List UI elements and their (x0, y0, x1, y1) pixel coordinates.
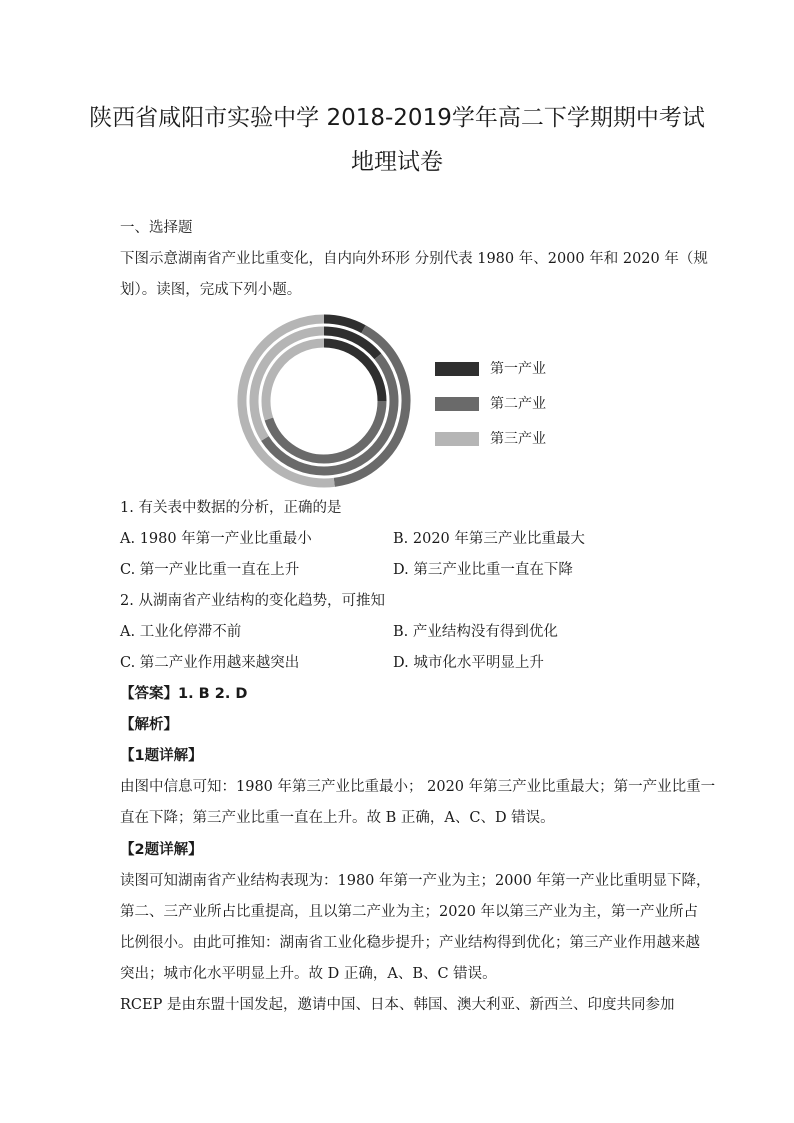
document-subtitle: 地理试卷 (351, 149, 443, 175)
detail-2-label: 【2题详解】 (120, 842, 203, 858)
next-paragraph-line-1: RCEP 是由东盟十国发起，邀请中国、日本、韩国、澳大利亚、新西兰、印度共同参加 (120, 997, 675, 1013)
detail-1-line-1: 由图中信息可知：1980 年第三产业比重最小； 2020 年第三产业比重最大；第一产业比重一 (120, 779, 716, 795)
question-2-option-a: A. 工业化停滞不前 (120, 624, 242, 640)
question-2-option-c: C. 第二产业作用越来越突出 (120, 655, 300, 671)
analysis-label: 【解析】 (120, 717, 178, 733)
detail-2-line-4: 突出；城市化水平明显上升。故 D 正确，A、B、C 错误。 (120, 966, 497, 982)
detail-2-line-3: 比例很小。由此可推知：湖南省工业化稳步提升；产业结构得到优化；第三产业作用越来越 (120, 935, 700, 951)
question-1-stem: 1. 有关表中数据的分析，正确的是 (120, 500, 342, 516)
question-1-option-c: C. 第一产业比重一直在上升 (120, 562, 300, 578)
legend-label-tertiary: 第三产业 (490, 431, 546, 447)
question-1-option-b: B. 2020 年第三产业比重最大 (393, 531, 585, 547)
ring-1980-segment-2 (269, 401, 382, 459)
detail-2-line-1: 读图可知湖南省产业结构表现为：1980 年第一产业为主；2000 年第一产业比重明显下降， (120, 873, 711, 889)
legend-swatch-secondary (435, 397, 479, 411)
question-1-option-a: A. 1980 年第一产业比重最小 (120, 531, 312, 547)
question-2-option-b: B. 产业结构没有得到优化 (393, 624, 558, 640)
answer-line: 【答案】1. B 2. D (120, 686, 248, 702)
detail-1-label: 【1题详解】 (120, 748, 203, 764)
legend-swatch-tertiary (435, 432, 479, 446)
intro-line-1: 下图示意湖南省产业比重变化，自内向外环形 分别代表 1980 年、2000 年和 2020 年（规 (120, 251, 708, 267)
detail-2-line-2: 第二、三产业所占比重提高，且以第二产业为主；2020 年以第三产业为主，第一产业所占 (120, 904, 699, 920)
intro-line-2: 划）。读图，完成下列小题。 (120, 282, 302, 298)
legend-label-primary: 第一产业 (490, 361, 546, 377)
question-2-option-d: D. 城市化水平明显上升 (393, 655, 544, 671)
document-title: 陕西省咸阳市实验中学 2018-2019学年高二下学期期中考试 (89, 105, 705, 131)
question-2-stem: 2. 从湖南省产业结构的变化趋势，可推知 (120, 593, 385, 609)
legend-label-secondary: 第二产业 (490, 396, 546, 412)
question-1-option-d: D. 第三产业比重一直在下降 (393, 562, 573, 578)
section-heading: 一、选择题 (120, 220, 193, 236)
detail-1-line-2: 直在下降；第三产业比重一直在上升。故 B 正确，A、C、D 错误。 (120, 810, 555, 826)
legend-swatch-primary (435, 362, 479, 376)
